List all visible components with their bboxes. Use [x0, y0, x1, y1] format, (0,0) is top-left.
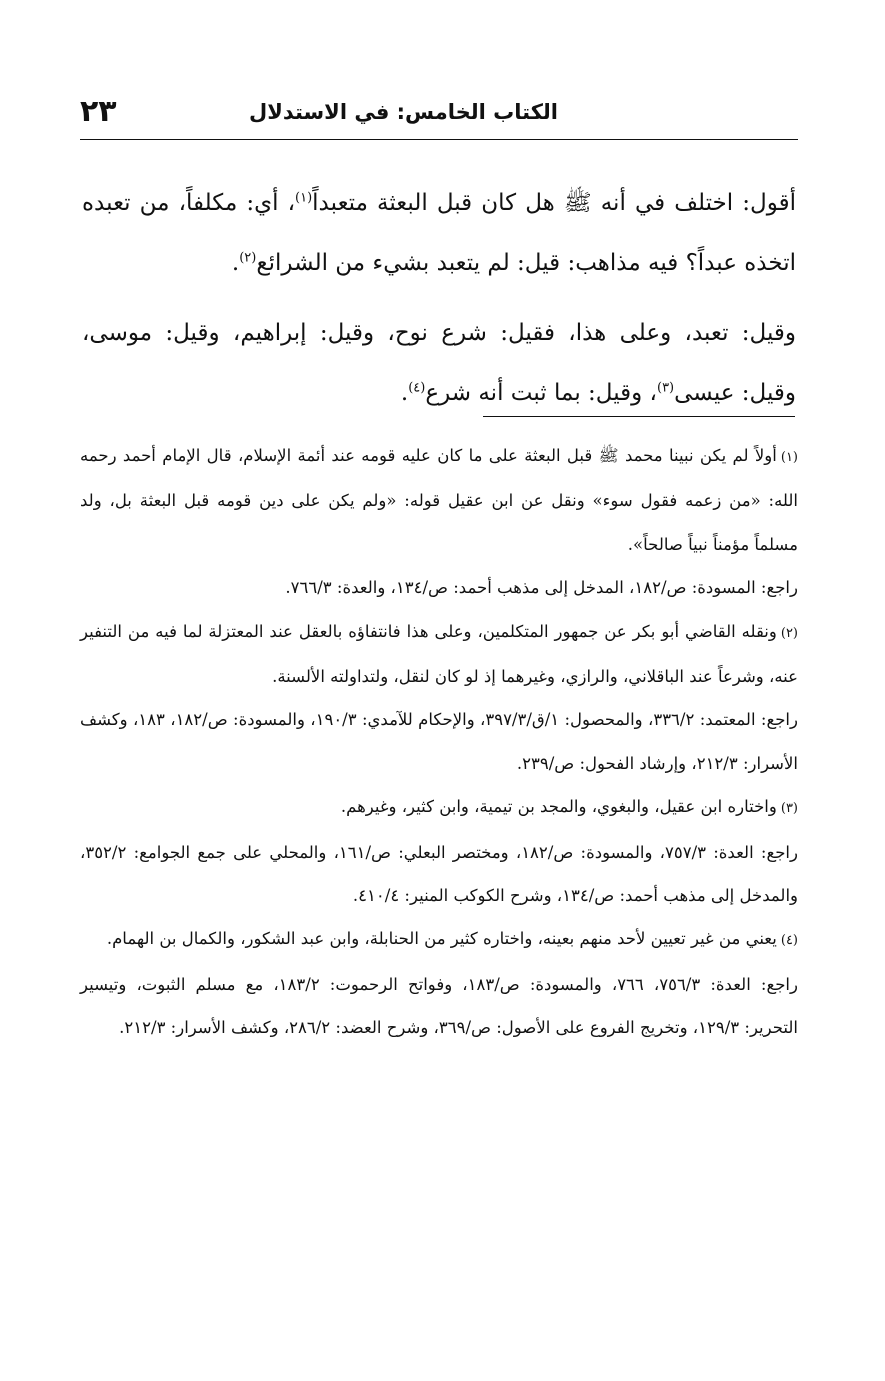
footnote-4	[80, 917, 798, 962]
body-text-segment: وقيل: تعبد، وعلى هذا، فقيل: شرع نوح، وقيل: إبراهيم، وقيل: موسى، وقيل: عيسى	[82, 320, 796, 406]
page-number: ٢٣	[80, 94, 117, 129]
footnote-marker: (٤)	[780, 933, 798, 949]
footnote-1	[80, 434, 798, 566]
body-text-segment: ، وقيل: بما ثبت أنه شرع	[425, 380, 657, 406]
footnote-ref-2[interactable]: (٢)	[239, 250, 257, 266]
footnote-marker: (٢)	[780, 625, 798, 641]
footnote-text: واختاره ابن عقيل، والبغوي، والمجد بن تيمية، وابن كثير، وغيرهم.	[340, 797, 777, 817]
body-text-segment: .	[231, 250, 240, 276]
footnotes-section	[80, 434, 798, 1050]
footnote-text: أولاً لم يكن نبينا محمد ﷺ قبل البعثة على ما كان عليه قومه عند أئمة الإسلام، قال الإمام أحمد رحمه الله: «من زعمه فقول سوء» ونقل عن ابن عقيل قوله: «ولم يكن على دين قومه قبل البعثة بل، ولد مسلماً مؤمناً نبياً صالحاً».	[80, 446, 798, 554]
footnote-2-references: راجع: المعتمد: ٣٣٦/٢، والمحصول: ١/ق/٣٩٧/٣، والإحكام للآمدي: ١٩٠/٣، والمسودة: ص/١٨٢، ١٨٣، وكشف الأسرار: ٢١٢/٣، وإرشاد الفحول: ص/٢٣٩.	[80, 710, 798, 773]
footnote-marker: (١)	[780, 450, 798, 465]
footnote-3	[80, 785, 798, 830]
footnote-4-references: راجع: العدة: ٧٥٦/٣، ٧٦٦، والمسودة: ص/١٨٣، وفواتح الرحموت: ١٨٣/٢، مع مسلم الثبوت، وتيسير التحرير: ١٢٩/٣، وتخريج الفروع على الأصول: ص/٣٦٩، وشرح العضد: ٢٨٦/٢، وكشف الأسرار: ٢١٢/٣.	[80, 974, 798, 1038]
body-paragraph-1	[82, 173, 796, 293]
footnote-ref-4[interactable]: (٤)	[408, 380, 426, 396]
footnote-ref-1[interactable]: (١)	[295, 190, 313, 206]
footnote-ref-3[interactable]: (٣)	[656, 380, 675, 396]
body-text-segment: ، أي: مكلفاً، من تعبده اتخذه عبداً؟ فيه مذاهب: قيل: لم يتعبد بشيء من الشرائع	[82, 190, 796, 276]
header-rule	[80, 139, 798, 140]
footnote-2	[80, 610, 798, 699]
body-text-segment: .	[400, 380, 409, 406]
footnote-separator	[483, 416, 795, 417]
footnote-text: يعني من غير تعيين لأحد منهم بعينه، واختاره كثير من الحنابلة، وابن عبد الشكور، والكمال بن الهمام.	[106, 929, 777, 949]
body-paragraph-2	[82, 303, 796, 423]
footnote-3-references: راجع: العدة: ٧٥٧/٣، والمسودة: ص/١٨٢، ومختصر البعلي: ص/١٦١، والمحلي على جمع الجوامع: ٣٥٢/٢، والمدخل إلى مذهب أحمد: ص/١٣٤، وشرح الكوكب المنير: ٤١٠/٤.	[80, 842, 798, 906]
footnote-marker: (٣)	[780, 801, 798, 817]
page-header	[80, 96, 798, 136]
body-text-segment: أقول: اختلف في أنه ﷺ هل كان قبل البعثة متعبداً	[312, 190, 796, 216]
running-title: الكتاب الخامس: في الاستدلال	[248, 100, 558, 124]
footnote-1-references: راجع: المسودة: ص/١٨٢، المدخل إلى مذهب أحمد: ص/١٣٤، والعدة: ٧٦٦/٣.	[285, 578, 798, 598]
footnote-text: ونقله القاضي أبو بكر عن جمهور المتكلمين، وعلى هذا فانتفاؤه بالعقل عند المعتزلة لما فيه من التنفير عنه، وشرعاً عند الباقلاني، والرازي، وغيرهما إذ لو كان لنقل، ولتداولته الألسنة.	[80, 621, 798, 687]
